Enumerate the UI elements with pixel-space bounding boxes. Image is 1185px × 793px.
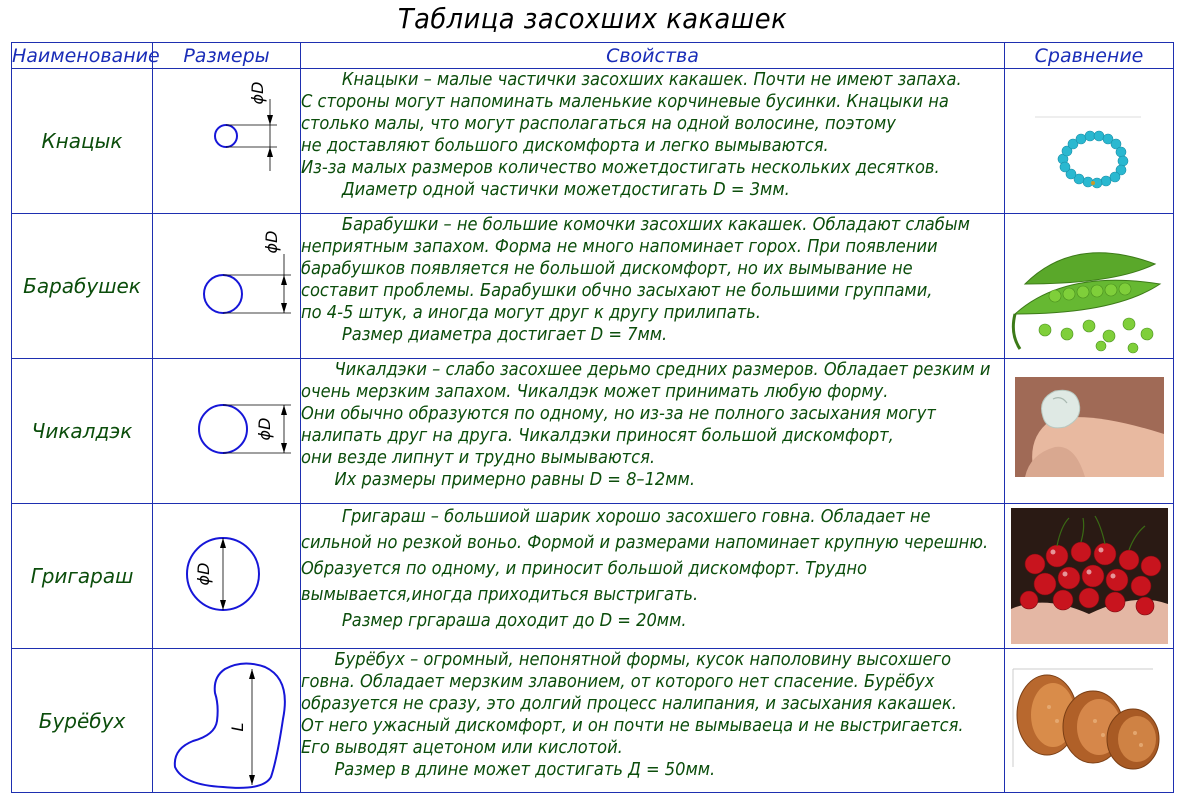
desc-line: Размер в длине может достигать Д = 50мм.	[334, 760, 716, 780]
row-name: Григараш	[12, 504, 153, 649]
desc-line: Чикалдэки – слабо засохшее дерьмо средних размеров. Обладает резким и	[334, 360, 991, 380]
desc-line: Бурёбух – огромный, непонятной формы, кусок наполовину высохшего	[334, 650, 952, 670]
desc-line: Их размеры примерно равны D = 8–12мм.	[334, 470, 696, 490]
dimension-drawing	[153, 69, 301, 214]
table-row	[12, 359, 1174, 504]
desc-line: Его выводят ацетоном или кислотой.	[301, 738, 623, 758]
row-name: Кнацык	[12, 69, 153, 214]
comparison-image-cell	[1005, 504, 1174, 649]
desc-line: составит проблемы. Барабушки обчно засыхают не большими группами,	[301, 281, 933, 301]
desc-line: говна. Обладает мерзким злавонием, от которого нет спасение. Бурёбух	[301, 672, 935, 692]
desc-line: барабушков появляется не большой дискомфорт, но их вымывание не	[301, 259, 913, 279]
header-row	[12, 43, 1174, 69]
desc-line: вымывается,иногда приходиться выстригать.	[301, 585, 699, 605]
desc-line: Они обычно образуются по одному, но из-за не полного засыхания могут	[301, 404, 936, 424]
desc-line: Барабушки – не большие комочки засохших какашек. Обладают слабым	[341, 215, 970, 235]
table-row	[12, 504, 1174, 649]
desc-line: столько малы, что могут располагаться на одной волосине, поэтому	[301, 114, 896, 134]
row-description	[301, 214, 1005, 359]
dimension-drawing	[153, 359, 301, 504]
comparison-image-cell	[1005, 359, 1174, 504]
desc-line: Диаметр одной частички можетдостигать D = 3мм.	[341, 180, 790, 200]
table-row	[12, 69, 1174, 214]
row-name: Бурёбух	[12, 649, 153, 793]
desc-line: по 4-5 штук, а иногда могут друг к другу прилипать.	[301, 303, 761, 323]
sliced-sausage-image	[1005, 649, 1174, 792]
desc-line: сильной но резкой воньо. Формой и размерами напоминает крупную черешню.	[301, 533, 989, 553]
dim-label: ϕD	[262, 230, 281, 254]
dim-label: ϕD	[255, 417, 274, 441]
row-name: Барабушек	[12, 214, 153, 359]
finger-with-blob-image	[1005, 359, 1174, 503]
comparison-image-cell	[1005, 649, 1174, 793]
desc-line: очень мерзким запахом. Чикалдэк может принимать любую форму.	[301, 382, 889, 402]
xlarge-circle-drawing	[153, 504, 301, 648]
row-description	[301, 69, 1005, 214]
large-circle-drawing	[153, 359, 301, 503]
desc-line: Григараш – большиой шарик хорошо засохшего говна. Обладает не	[341, 507, 931, 527]
dimension-drawing	[153, 214, 301, 359]
small-circle-drawing	[153, 69, 301, 213]
poop-table	[11, 42, 1174, 793]
table-row	[12, 214, 1174, 359]
cherries-in-hands-image	[1005, 504, 1174, 648]
header-dims: Размеры	[153, 43, 301, 69]
row-description	[301, 504, 1005, 649]
row-description	[301, 359, 1005, 504]
header-compare: Сравнение	[1005, 43, 1174, 69]
comparison-image-cell	[1005, 69, 1174, 214]
dimension-drawing	[153, 649, 301, 793]
desc-line: налипать друг на друга. Чикалдэки приносят большой дискомфорт,	[301, 426, 894, 446]
desc-line: неприятным запахом. Форма не много напоминает горох. При появлении	[301, 237, 938, 257]
desc-line: образуется не сразу, это долгий процесс налипания, и засыхания какашек.	[301, 694, 957, 714]
table-row	[12, 649, 1174, 793]
desc-line: не доставляют большого дискомфорта и легко вымываются.	[301, 136, 829, 156]
dim-label: L	[228, 722, 247, 732]
page-title: Таблица засохших какашек	[397, 2, 788, 35]
dimension-drawing	[153, 504, 301, 649]
desc-line: От него ужасный дискомфорт, и он почти не вымываеца и не выстригается.	[301, 716, 964, 736]
header-props: Свойства	[301, 43, 1005, 69]
comparison-image-cell	[1005, 214, 1174, 359]
desc-line: Размер диаметра достигает D = 7мм.	[341, 325, 668, 345]
desc-line: С стороны могут напоминать маленькие корчиневые бусинки. Кнацыки на	[301, 92, 949, 112]
row-description	[301, 649, 1005, 793]
dim-label: ϕD	[194, 562, 213, 586]
dim-label: ϕD	[248, 81, 267, 105]
beads-necklace-image	[1005, 69, 1174, 213]
irregular-shape-drawing	[153, 649, 301, 792]
row-name: Чикалдэк	[12, 359, 153, 504]
green-peas-image	[1005, 214, 1174, 358]
header-name: Наименование	[12, 44, 160, 67]
desc-line: Размер гргараша доходит до D = 20мм.	[341, 611, 687, 631]
desc-line: они везде липнут и трудно вымываются.	[301, 448, 656, 468]
desc-line: Кнацыки – малые частички засохших какашек. Почти не имеют запаха.	[341, 70, 962, 90]
desc-line: Образуется по одному, и приносит большой дискомфорт. Трудно	[301, 559, 867, 579]
medium-circle-drawing	[153, 214, 301, 358]
desc-line: Из-за малых размеров количество можетдостигать нескольких десятков.	[301, 158, 940, 178]
